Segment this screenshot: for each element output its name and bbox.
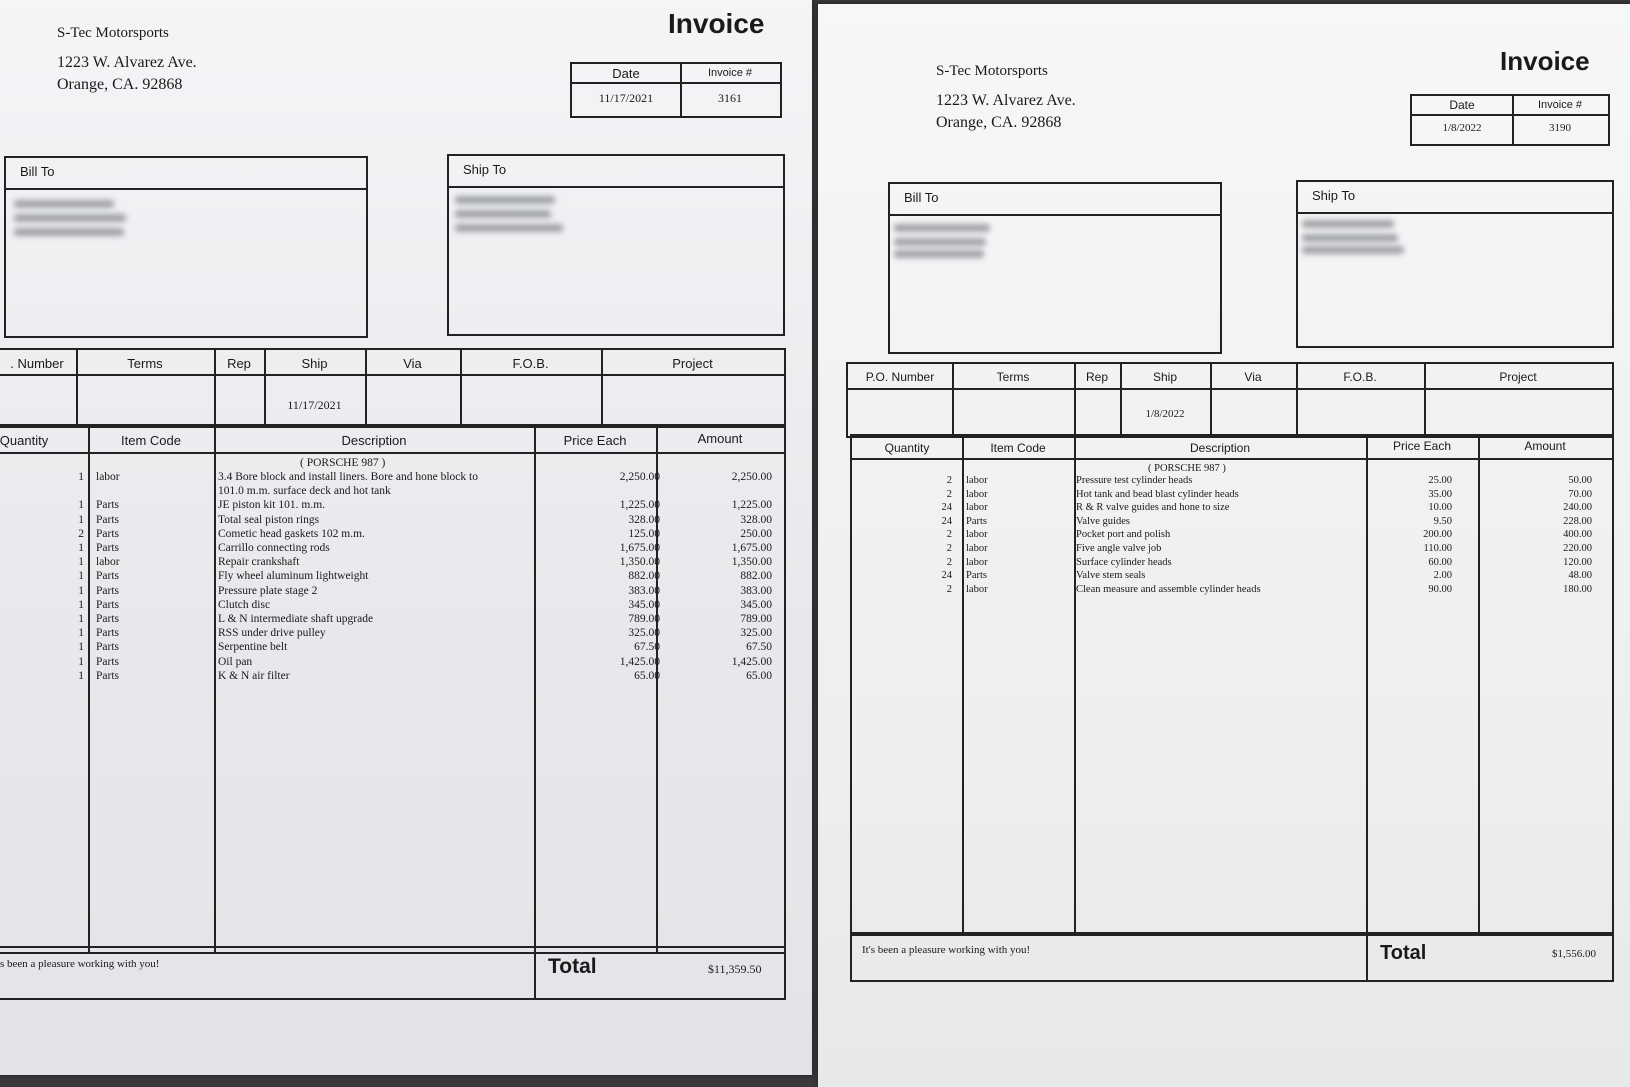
total-value: $11,359.50 bbox=[708, 962, 762, 976]
item-code: labor bbox=[966, 583, 988, 595]
date-header: Date bbox=[1449, 98, 1475, 112]
item-amount: 1,675.00 bbox=[731, 542, 772, 554]
item-description: Hot tank and bead blast cylinder heads bbox=[1076, 488, 1239, 500]
redacted-text bbox=[894, 224, 990, 232]
invoice-meta-box bbox=[1410, 94, 1610, 146]
item-code: Parts bbox=[96, 513, 119, 526]
item-description: Cometic head gaskets 102 m.m. bbox=[218, 527, 365, 540]
company-address-line2: Orange, CA. 92868 bbox=[936, 114, 1062, 131]
item-amount: 1,225.00 bbox=[731, 499, 772, 512]
item-description: Total seal piston rings bbox=[218, 513, 320, 526]
item-amount: 228.00 bbox=[1563, 515, 1592, 527]
item-price-each: 35.00 bbox=[1428, 488, 1452, 500]
item-quantity: 1 bbox=[78, 513, 84, 526]
item-code: Parts bbox=[96, 570, 119, 583]
invoice-number-header: Invoice # bbox=[707, 67, 753, 79]
item-code: labor bbox=[966, 502, 988, 514]
item-description: Clutch disc bbox=[218, 598, 271, 611]
item-quantity: 1 bbox=[78, 641, 84, 654]
item-price-each: 882.00 bbox=[628, 570, 660, 583]
item-amount: 328.00 bbox=[740, 513, 772, 526]
item-code: Parts bbox=[96, 613, 119, 625]
item-price-each: 67.50 bbox=[634, 641, 660, 654]
item-quantity: 1 bbox=[78, 598, 84, 611]
ship-to-label: Ship To bbox=[449, 156, 783, 188]
item-description: K & N air filter bbox=[218, 669, 290, 682]
item-description: R & R valve guides and hone to size bbox=[1076, 502, 1230, 514]
item-quantity: 1 bbox=[78, 471, 84, 483]
po-number-header: . Number bbox=[10, 356, 64, 371]
item-description: 3.4 Bore block and install liners. Bore and hone block to bbox=[218, 471, 478, 483]
ship-date: 11/17/2021 bbox=[287, 398, 342, 412]
rep-header: Rep bbox=[227, 356, 251, 371]
item-quantity: 2 bbox=[946, 488, 952, 500]
company-name: S-Tec Motorsports bbox=[936, 63, 1048, 79]
item-amount: 67.50 bbox=[746, 641, 772, 654]
bill-to-box bbox=[888, 182, 1222, 354]
thank-you-note: s been a pleasure working with you! bbox=[0, 958, 160, 970]
item-quantity: 1 bbox=[78, 570, 84, 583]
item-code: labor bbox=[966, 543, 988, 554]
item-amount: 70.00 bbox=[1568, 488, 1592, 500]
item-amount: 180.00 bbox=[1563, 583, 1592, 595]
item-quantity: 2 bbox=[946, 543, 952, 554]
item-quantity: 24 bbox=[941, 515, 952, 527]
item-quantity: 1 bbox=[78, 499, 84, 512]
item-price-each: 345.00 bbox=[628, 598, 660, 611]
item-description: Fly wheel aluminum lightweight bbox=[218, 570, 369, 583]
fob-header: F.O.B. bbox=[512, 356, 549, 371]
item-code: Parts bbox=[96, 542, 119, 554]
ship-to-box bbox=[1296, 180, 1614, 348]
item-code: labor bbox=[96, 556, 120, 569]
redacted-text bbox=[14, 200, 114, 208]
total-section bbox=[850, 932, 1614, 982]
item-code: labor bbox=[966, 475, 988, 486]
item-amount: 325.00 bbox=[740, 627, 772, 640]
bill-to-label: Bill To bbox=[890, 184, 1220, 216]
item-description: Pressure plate stage 2 bbox=[218, 584, 318, 597]
item-code: Parts bbox=[96, 669, 119, 682]
item-price-each: 60.00 bbox=[1428, 556, 1452, 568]
ship-header: Ship bbox=[1152, 370, 1178, 384]
total-value: $1,556.00 bbox=[1552, 948, 1596, 960]
price-each-header: Price Each bbox=[1392, 439, 1452, 453]
redacted-text bbox=[14, 214, 126, 222]
item-price-each: 10.00 bbox=[1428, 502, 1452, 514]
description-header: Description bbox=[1189, 441, 1251, 455]
invoice-sheet-left bbox=[0, 0, 812, 1075]
item-quantity: 2 bbox=[946, 583, 952, 595]
order-info-table bbox=[0, 348, 786, 428]
via-header: Via bbox=[403, 356, 422, 371]
item-description: Pocket port and polish bbox=[1076, 529, 1171, 541]
item-price-each: 9.50 bbox=[1433, 515, 1452, 527]
invoice-sheet-right bbox=[818, 4, 1630, 1087]
ship-header: Ship bbox=[301, 356, 328, 371]
item-description: Oil pan bbox=[218, 655, 253, 668]
item-description: Five angle valve job bbox=[1076, 543, 1162, 554]
item-description: Carrillo connecting rods bbox=[218, 542, 330, 554]
date-header: Date bbox=[612, 66, 640, 81]
ship-date: 1/8/2022 bbox=[1145, 408, 1185, 420]
item-amount: 48.00 bbox=[1568, 570, 1592, 582]
line-items bbox=[818, 462, 1618, 612]
redacted-text bbox=[1302, 246, 1404, 254]
item-amount: 1,425.00 bbox=[731, 655, 772, 668]
item-amount: 250.00 bbox=[740, 527, 772, 540]
company-block bbox=[57, 22, 197, 96]
item-code: Parts bbox=[966, 515, 987, 527]
item-code-header: Item Code bbox=[121, 433, 181, 448]
item-price-each: 383.00 bbox=[628, 584, 660, 597]
quantity-header: Quantity bbox=[884, 441, 930, 455]
item-price-each: 789.00 bbox=[628, 613, 660, 625]
project-header: Project bbox=[672, 356, 713, 371]
item-description: L & N intermediate shaft upgrade bbox=[218, 613, 374, 625]
item-description: Surface cylinder heads bbox=[1076, 556, 1172, 568]
invoice-number: 3190 bbox=[1549, 122, 1571, 134]
description-header: Description bbox=[341, 433, 407, 448]
item-code: labor bbox=[966, 488, 988, 500]
rep-header: Rep bbox=[1085, 370, 1108, 384]
item-quantity: 1 bbox=[78, 613, 84, 625]
item-description: Valve guides bbox=[1076, 515, 1130, 527]
item-price-each: 125.00 bbox=[628, 527, 660, 540]
item-code: labor bbox=[966, 529, 988, 541]
po-number-header: P.O. Number bbox=[865, 370, 935, 384]
item-amount: 400.00 bbox=[1563, 529, 1592, 541]
invoice-meta-box bbox=[570, 62, 782, 118]
item-quantity: 2 bbox=[946, 556, 952, 568]
redacted-text bbox=[894, 238, 986, 246]
item-price-each: 1,350.00 bbox=[619, 556, 660, 569]
item-price-each: 325.00 bbox=[628, 627, 660, 640]
quantity-header: Quantity bbox=[0, 433, 49, 448]
item-amount: 50.00 bbox=[1568, 475, 1592, 486]
terms-header: Terms bbox=[996, 370, 1030, 384]
item-description: Valve stem seals bbox=[1076, 570, 1146, 582]
item-quantity: 1 bbox=[78, 627, 84, 640]
item-price-each: 1,225.00 bbox=[619, 499, 660, 512]
item-price-each: 200.00 bbox=[1423, 529, 1452, 541]
item-quantity: 1 bbox=[78, 584, 84, 597]
item-code-header: Item Code bbox=[990, 441, 1046, 455]
item-amount: 1,350.00 bbox=[731, 556, 772, 569]
item-amount: 240.00 bbox=[1563, 502, 1592, 514]
line-items bbox=[0, 456, 782, 696]
order-info-table bbox=[846, 362, 1614, 438]
item-price-each: 2,250.00 bbox=[619, 471, 660, 483]
item-price-each: 110.00 bbox=[1423, 543, 1452, 554]
ship-to-label: Ship To bbox=[1298, 182, 1612, 214]
item-description: Serpentine belt bbox=[218, 641, 288, 654]
thank-you-note: It's been a pleasure working with you! bbox=[862, 944, 1031, 956]
ship-to-box bbox=[447, 154, 785, 336]
invoice-number: 3161 bbox=[718, 91, 742, 105]
item-amount: 220.00 bbox=[1563, 543, 1592, 554]
item-quantity: 24 bbox=[941, 502, 952, 514]
item-amount: 345.00 bbox=[740, 598, 772, 611]
company-block bbox=[936, 60, 1076, 134]
invoice-number-header: Invoice # bbox=[1537, 99, 1583, 111]
via-header: Via bbox=[1244, 370, 1262, 384]
item-quantity: 1 bbox=[78, 669, 84, 682]
project-header: Project bbox=[1499, 370, 1537, 384]
item-code: Parts bbox=[96, 598, 119, 611]
item-price-each: 1,675.00 bbox=[619, 542, 660, 554]
redacted-text bbox=[894, 250, 984, 258]
invoice-title: Invoice bbox=[1500, 46, 1590, 76]
fob-header: F.O.B. bbox=[1343, 370, 1377, 384]
item-price-each: 1,425.00 bbox=[619, 655, 660, 668]
redacted-text bbox=[455, 224, 563, 232]
company-address-line2: Orange, CA. 92868 bbox=[57, 76, 183, 93]
item-quantity: 2 bbox=[946, 475, 952, 486]
item-description: Pressure test cylinder heads bbox=[1076, 475, 1193, 486]
vehicle-label: ( PORSCHE 987 ) bbox=[300, 457, 386, 469]
item-amount: 789.00 bbox=[740, 613, 772, 625]
item-code: Parts bbox=[96, 655, 119, 668]
item-price-each: 90.00 bbox=[1428, 583, 1452, 595]
item-price-each: 328.00 bbox=[628, 513, 660, 526]
item-code: labor bbox=[966, 556, 988, 568]
item-amount: 65.00 bbox=[746, 669, 772, 682]
company-address-line1: 1223 W. Alvarez Ave. bbox=[57, 54, 197, 71]
price-each-header: Price Each bbox=[563, 433, 627, 448]
terms-header: Terms bbox=[127, 356, 163, 371]
invoice-date: 11/17/2021 bbox=[598, 91, 654, 105]
company-name: S-Tec Motorsports bbox=[57, 25, 169, 41]
bill-to-box bbox=[4, 156, 368, 338]
redacted-text bbox=[1302, 220, 1394, 228]
vehicle-label: ( PORSCHE 987 ) bbox=[1148, 463, 1226, 474]
item-code: Parts bbox=[966, 570, 987, 582]
redacted-text bbox=[455, 196, 555, 204]
item-code: Parts bbox=[96, 584, 119, 597]
amount-header: Amount bbox=[697, 431, 743, 446]
item-description: RSS under drive pulley bbox=[218, 627, 326, 640]
item-code: Parts bbox=[96, 499, 119, 512]
item-code: labor bbox=[96, 471, 120, 483]
item-code: Parts bbox=[96, 627, 119, 640]
item-amount: 383.00 bbox=[740, 584, 772, 597]
item-price-each: 65.00 bbox=[634, 669, 660, 682]
item-quantity: 2 bbox=[78, 527, 84, 540]
item-description-continued: 101.0 m.m. surface deck and hot tank bbox=[218, 485, 391, 498]
total-label: Total bbox=[1380, 942, 1427, 964]
redacted-text bbox=[1302, 234, 1398, 242]
total-section bbox=[0, 946, 786, 1000]
item-description: JE piston kit 101. m.m. bbox=[218, 499, 326, 512]
item-price-each: 25.00 bbox=[1428, 475, 1452, 486]
redacted-text bbox=[14, 228, 124, 236]
invoice-date: 1/8/2022 bbox=[1442, 122, 1482, 134]
item-quantity: 2 bbox=[946, 529, 952, 541]
item-quantity: 1 bbox=[78, 655, 84, 668]
item-description: Clean measure and assemble cylinder heads bbox=[1076, 583, 1261, 595]
amount-header: Amount bbox=[1524, 439, 1566, 453]
item-amount: 120.00 bbox=[1563, 556, 1592, 568]
item-description: Repair crankshaft bbox=[218, 556, 300, 569]
item-price-each: 2.00 bbox=[1433, 570, 1452, 582]
company-address-line1: 1223 W. Alvarez Ave. bbox=[936, 92, 1076, 109]
item-code: Parts bbox=[96, 641, 119, 654]
invoice-title: Invoice bbox=[668, 8, 765, 39]
redacted-text bbox=[455, 210, 551, 218]
total-label: Total bbox=[548, 955, 597, 978]
item-quantity: 24 bbox=[941, 570, 952, 582]
item-code: Parts bbox=[96, 527, 119, 540]
item-quantity: 1 bbox=[78, 556, 84, 569]
item-amount: 2,250.00 bbox=[731, 471, 772, 483]
bill-to-label: Bill To bbox=[6, 158, 366, 190]
item-quantity: 1 bbox=[78, 542, 84, 554]
item-amount: 882.00 bbox=[740, 570, 772, 583]
